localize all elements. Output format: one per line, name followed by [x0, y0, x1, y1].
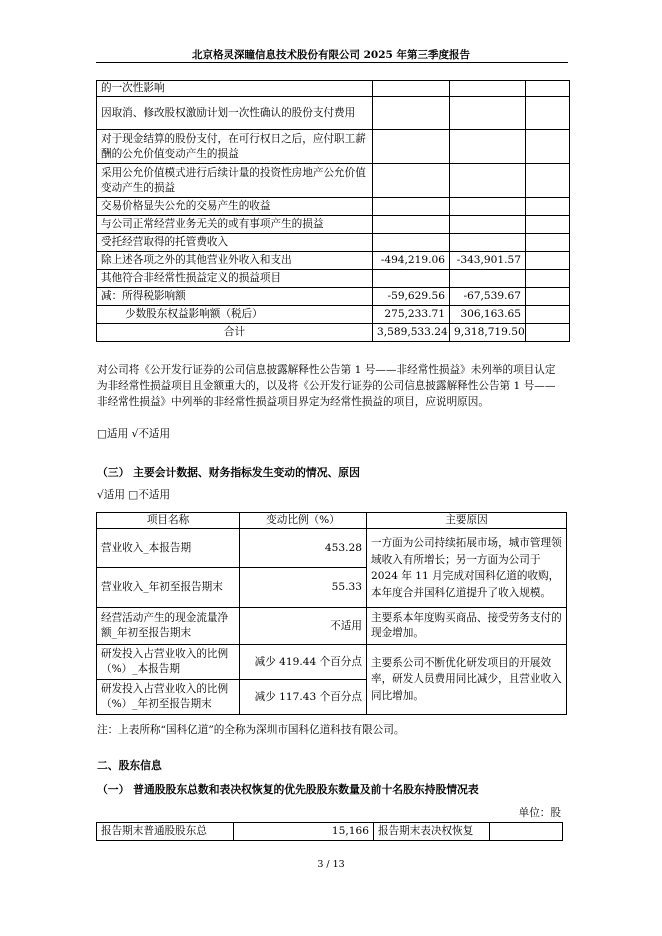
table-row	[97, 198, 570, 216]
non-recurring-table	[96, 80, 570, 342]
table-row	[97, 164, 570, 198]
row-value-ytd	[450, 130, 526, 164]
row-ratio: 453.28	[240, 529, 367, 568]
row-ratio: 减少 419.44 个百分点	[240, 645, 367, 680]
row-value-current: -59,629.56	[373, 288, 450, 306]
row-value-ytd	[450, 198, 526, 216]
row-item: 减：所得税影响额	[97, 288, 373, 306]
table-header-row	[97, 513, 567, 529]
header-change-ratio: 变动比例（%）	[240, 513, 367, 529]
row-item: 营业收入_年初至报告期末	[97, 568, 240, 608]
row-value-ytd	[450, 81, 526, 97]
page-number: 3 / 13	[317, 859, 345, 870]
header-main-reason: 主要原因	[367, 513, 567, 529]
row-value-current	[373, 234, 450, 252]
row-item: 研发投入占营业收入的比例（%）_年初至报告期末	[97, 680, 240, 715]
header-item-name: 项目名称	[97, 513, 240, 529]
header-rule	[96, 62, 568, 63]
row-item: 与公司正常经营业务无关的或有事项产生的损益	[97, 216, 373, 234]
row-item: 除上述各项之外的其他营业外收入和支出	[97, 252, 373, 270]
row-value-ytd	[450, 234, 526, 252]
unit-label: 单位：股	[518, 807, 561, 819]
row-reason: 主要系公司不断优化研发项目的开展效率，研发人员费用同比减少，且营业收入同比增加。	[367, 645, 567, 715]
table-row	[97, 97, 570, 130]
label-restored-voting-shareholders: 报告期末表决权恢复	[374, 823, 490, 841]
row-value-ytd	[450, 164, 526, 198]
row-item: 经营活动产生的现金流量净额_年初至报告期末	[97, 608, 240, 645]
row-value-current: 3,589,533.24	[373, 324, 450, 342]
row-value-current: -494,219.06	[373, 252, 450, 270]
row-reason: 主要系本年度购买商品、接受劳务支付的现金增加。	[367, 608, 567, 645]
row-item: 合计	[97, 324, 373, 342]
page-header-title: 北京格灵深瞳信息技术股份有限公司 2025 年第三季度报告	[191, 49, 471, 61]
row-value-current	[373, 270, 450, 288]
section-title-key-data-changes: （三） 主要会计数据、财务指标发生变动的情况、原因	[97, 466, 360, 479]
row-value-ytd	[450, 270, 526, 288]
explanation-paragraph: 对公司将《公开发行证券的公司信息披露解释性公告第 1 号——非经常性损益》未列举的项目认定为非经常性损益项目且金额重大的，以及将《公开发行证券的公司信息披露解释性公告第 1 号——非经常性损益》中列举的非经常性损益项目界定为经常性损益的项目，应说明原因。	[97, 364, 556, 408]
row-value-current	[373, 81, 450, 97]
row-value-ytd: 9,318,719.50	[450, 324, 526, 342]
row-item: 采用公允价值模式进行后续计量的投资性房地产公允价值变动产生的损益	[97, 164, 373, 198]
row-reason: 一方面为公司持续拓展市场，城市管理领域收入有所增长；另一方面为公司于 2024 年 11 月完成对国科亿道的收购，本年度合并国科亿道提升了收入规模。	[367, 529, 567, 608]
row-value-ytd: -343,901.57	[450, 252, 526, 270]
table-row-total	[97, 324, 570, 342]
row-value-current	[373, 216, 450, 234]
row-item: 营业收入_本报告期	[97, 529, 240, 568]
table-note: 注：上表所称“国科亿道”的全称为深圳市国科亿道科技有限公司。	[97, 724, 405, 736]
table-row	[97, 823, 563, 841]
applicability-check-2: √适用 □不适用	[97, 489, 171, 501]
section-title-shareholders: 二、股东信息	[97, 759, 162, 772]
row-ratio: 55.33	[240, 568, 367, 608]
row-item: 研发投入占营业收入的比例（%）_本报告期	[97, 645, 240, 680]
row-item: 其他符合非经常性损益定义的损益项目	[97, 270, 373, 288]
table-row	[97, 216, 570, 234]
table-row	[97, 130, 570, 164]
row-value-ytd	[450, 216, 526, 234]
row-item: 受托经营取得的托管费收入	[97, 234, 373, 252]
row-item: 交易价格显失公允的交易产生的收益	[97, 198, 373, 216]
row-value-current: 275,233.71	[373, 306, 450, 324]
row-value-ytd	[450, 97, 526, 130]
row-value-current	[373, 198, 450, 216]
row-value-ytd: -67,539.67	[450, 288, 526, 306]
table-row	[97, 234, 570, 252]
table-row	[97, 529, 567, 568]
table-row	[97, 645, 567, 680]
label-common-shareholders: 报告期末普通股股东总	[97, 823, 234, 841]
row-item: 对于现金结算的股份支付，在可行权日之后，应付职工薪酬的公允价值变动产生的损益	[97, 130, 373, 164]
value-common-shareholders: 15,166	[234, 823, 374, 841]
shareholder-summary-table	[96, 822, 563, 841]
row-value-current	[373, 97, 450, 130]
table-row	[97, 608, 567, 645]
applicability-check-1: □适用 √不适用	[97, 428, 171, 440]
table-row	[97, 306, 570, 324]
subsection-title-shareholder-count: （一） 普通股股东总数和表决权恢复的优先股股东数量及前十名股东持股情况表	[97, 783, 479, 796]
table-row	[97, 81, 570, 97]
row-ratio: 减少 117.43 个百分点	[240, 680, 367, 715]
table-row	[97, 270, 570, 288]
row-ratio: 不适用	[240, 608, 367, 645]
row-value-ytd: 306,163.65	[450, 306, 526, 324]
table-row	[97, 288, 570, 306]
row-item: 少数股东权益影响额（税后）	[97, 306, 373, 324]
key-data-change-table	[96, 512, 567, 715]
row-value-current	[373, 164, 450, 198]
row-item: 的一次性影响	[97, 81, 373, 97]
table-row	[97, 252, 570, 270]
row-value-current	[373, 130, 450, 164]
row-item: 因取消、修改股权激励计划一次性确认的股份支付费用	[97, 97, 373, 130]
